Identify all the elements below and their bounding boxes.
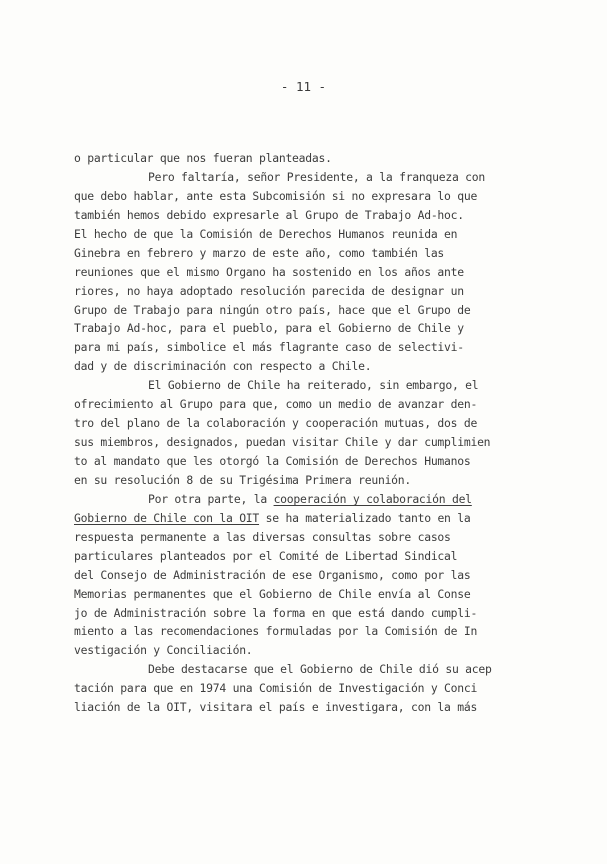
text-line: del Consejo de Administración de ese Organismo, como por las bbox=[74, 567, 471, 582]
text-line: dad y de discriminación con respecto a Chile. bbox=[74, 359, 372, 374]
text-line: ofrecimiento al Grupo para que, como un medio de avanzar den- bbox=[74, 397, 478, 412]
text-line: también hemos debido expresarle al Grupo de Trabajo Ad-hoc. bbox=[74, 207, 464, 222]
text-line: liación de la OIT, visitara el país e investigara, con la más bbox=[74, 700, 478, 715]
text-line: Ginebra en febrero y marzo de este año, como también las bbox=[74, 245, 445, 260]
text-line-underlined bbox=[74, 490, 544, 509]
text-line: riores, no haya adoptado resolución parecida de designar un bbox=[74, 283, 464, 298]
text-line: respuesta permanente a las diversas consultas sobre casos bbox=[74, 529, 451, 544]
text-line: sus miembros, designados, puedan visitar Chile y dar cumplimien bbox=[74, 435, 491, 450]
text-line: vestigación y Conciliación. bbox=[74, 643, 253, 658]
document-body bbox=[74, 149, 544, 717]
text-line: que debo hablar, ante esta Subcomisión si no expresara lo que bbox=[74, 188, 478, 203]
page-number: - 11 - bbox=[280, 79, 327, 94]
text-line: o particular que nos fueran planteadas. bbox=[74, 151, 332, 165]
text-line: Trabajo Ad-hoc, para el pueblo, para el Gobierno de Chile y bbox=[74, 321, 464, 336]
text-line: Memorias permanentes que el Gobierno de Chile envía al Conse bbox=[74, 586, 471, 601]
text-line: tro del plano de la colaboración y cooperación mutuas, dos de bbox=[74, 416, 478, 431]
underlined-phrase: cooperación y colaboración del bbox=[273, 491, 472, 506]
text-segment: Por otra parte, la bbox=[148, 491, 274, 506]
text-line: jo de Administración sobre la forma en que está dando cumpli- bbox=[74, 605, 478, 620]
text-line: Pero faltaría, señor Presidente, a la franqueza con bbox=[148, 169, 485, 184]
text-line: particulares planteados por el Comité de Libertad Sindical bbox=[74, 548, 458, 563]
text-line: tación para que en 1974 una Comisión de Investigación y Conci bbox=[74, 681, 478, 696]
text-line: to al mandato que les otorgó la Comisión de Derechos Humanos bbox=[74, 454, 471, 468]
text-line: Grupo de Trabajo para ningún otro país, hace que el Grupo de bbox=[74, 302, 471, 317]
text-line: para mi país, simbolice el más flagrante caso de selectivi- bbox=[74, 340, 464, 355]
text-line-underlined bbox=[74, 509, 544, 528]
text-line: miento a las recomendaciones formuladas por la Comisión de In bbox=[74, 624, 478, 639]
text-segment: se ha materializado tanto en la bbox=[259, 510, 471, 525]
text-line: El hecho de que la Comisión de Derechos Humanos reunida en bbox=[74, 226, 458, 241]
text-line: El Gobierno de Chile ha reiterado, sin embargo, el bbox=[148, 378, 479, 393]
text-line: Debe destacarse que el Gobierno de Chile dió su acep bbox=[148, 662, 492, 677]
text-line: en su resolución 8 de su Trigésima Primera reunión. bbox=[74, 472, 411, 487]
text-line: reuniones que el mismo Organo ha sostenido en los años ante bbox=[74, 264, 464, 279]
underlined-phrase: Gobierno de Chile con la OIT bbox=[74, 510, 260, 525]
